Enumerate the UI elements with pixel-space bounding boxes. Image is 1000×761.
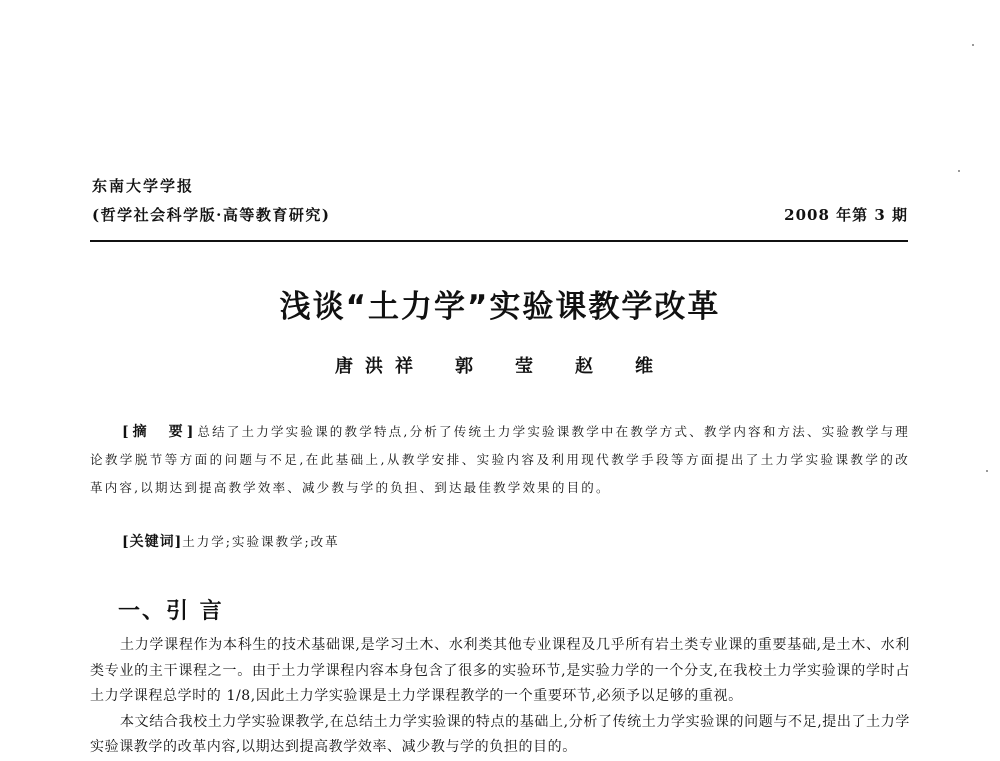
scan-speck xyxy=(958,170,960,172)
body-paragraph: 土力学课程作为本科生的技术基础课,是学习土木、水利类其他专业课程及几乎所有岩土类专业课的重要基础,是土木、水利类专业的主干课程之一。由于土力学课程内容本身包含了很多的实验环节,是实验力学的一个分支,在我校土力学实验课的学时占土力学课程总学时的 1/8,因此土力学实验课是土力学课程教学的一个重要环节,必须予以足够的重视。 xyxy=(90,637,910,704)
article-authors: 唐洪祥 郭 莹 赵 维 xyxy=(335,356,665,377)
abstract-label: [摘 要] xyxy=(122,424,198,440)
scan-speck xyxy=(986,470,988,472)
header-divider xyxy=(90,240,908,242)
section-heading-introduction: 一、引 言 xyxy=(118,599,224,624)
section-body xyxy=(90,633,910,761)
abstract-text: 总结了土力学实验课的教学特点,分析了传统土力学实验课教学中在教学方式、教学内容和方法、实验教学与理论教学脱节等方面的问题与不足,在此基础上,从教学安排、实验内容及利用现代教学手段等方面提出了土力学实验课教学的改革内容,以期达到提高教学效率、减少教与学的负担、到达最佳教学效果的目的。 xyxy=(90,424,910,495)
abstract xyxy=(90,418,910,502)
journal-subtitle: (哲学社会科学版·高等教育研究) xyxy=(92,206,331,224)
scan-speck xyxy=(972,44,974,46)
keywords-text: 土力学;实验课教学;改革 xyxy=(182,534,340,549)
keywords xyxy=(122,530,340,554)
article-title: 浅谈“土力学”实验课教学改革 xyxy=(279,289,721,325)
journal-name: 东南大学学报 xyxy=(92,177,195,195)
issue-number: 2008 年第 3 期 xyxy=(784,206,908,224)
body-paragraph: 本文结合我校土力学实验课教学,在总结土力学实验课的特点的基础上,分析了传统土力学实验课的问题与不足,提出了土力学实验课教学的改革内容,以期达到提高教学效率、减少教与学的负担的目的。 xyxy=(90,713,910,755)
keywords-label: [关键词] xyxy=(122,534,183,550)
